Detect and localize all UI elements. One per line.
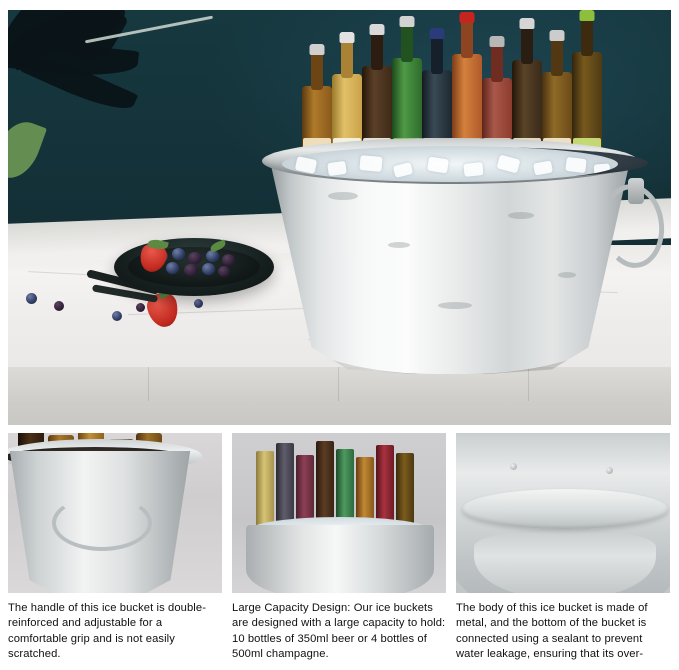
foliage-decoration bbox=[8, 10, 228, 200]
thumbnail-body-sealant[interactable] bbox=[456, 433, 670, 593]
ice-fill bbox=[282, 146, 618, 182]
feature-caption: The body of this ice bucket is made of metal, and the bottom of the bucket is connected using a sealant to prevent water leakage, ensuring that its over- bbox=[456, 602, 648, 661]
handle-mount-right bbox=[628, 178, 644, 204]
thumbnail-capacity[interactable] bbox=[232, 433, 446, 593]
feature-thumbnail-row bbox=[8, 433, 671, 663]
feature-column-1 bbox=[8, 433, 222, 663]
feature-caption: Large Capacity Design: Our ice buckets are designed with a large capacity to hold: 10 bottles of 350ml beer or 4 bottles of 500ml champagne. bbox=[232, 602, 446, 661]
thumbnail-handle-detail[interactable] bbox=[8, 433, 222, 593]
bucket-body bbox=[268, 152, 632, 374]
feature-caption: The handle of this ice bucket is double-reinforced and adjustable for a comfortable grip and is not easily scratched. bbox=[8, 602, 207, 661]
feature-column-3 bbox=[456, 433, 670, 663]
hero-product-photo bbox=[8, 10, 671, 425]
galvanized-ice-bucket bbox=[240, 138, 660, 388]
feature-column-2 bbox=[232, 433, 446, 663]
